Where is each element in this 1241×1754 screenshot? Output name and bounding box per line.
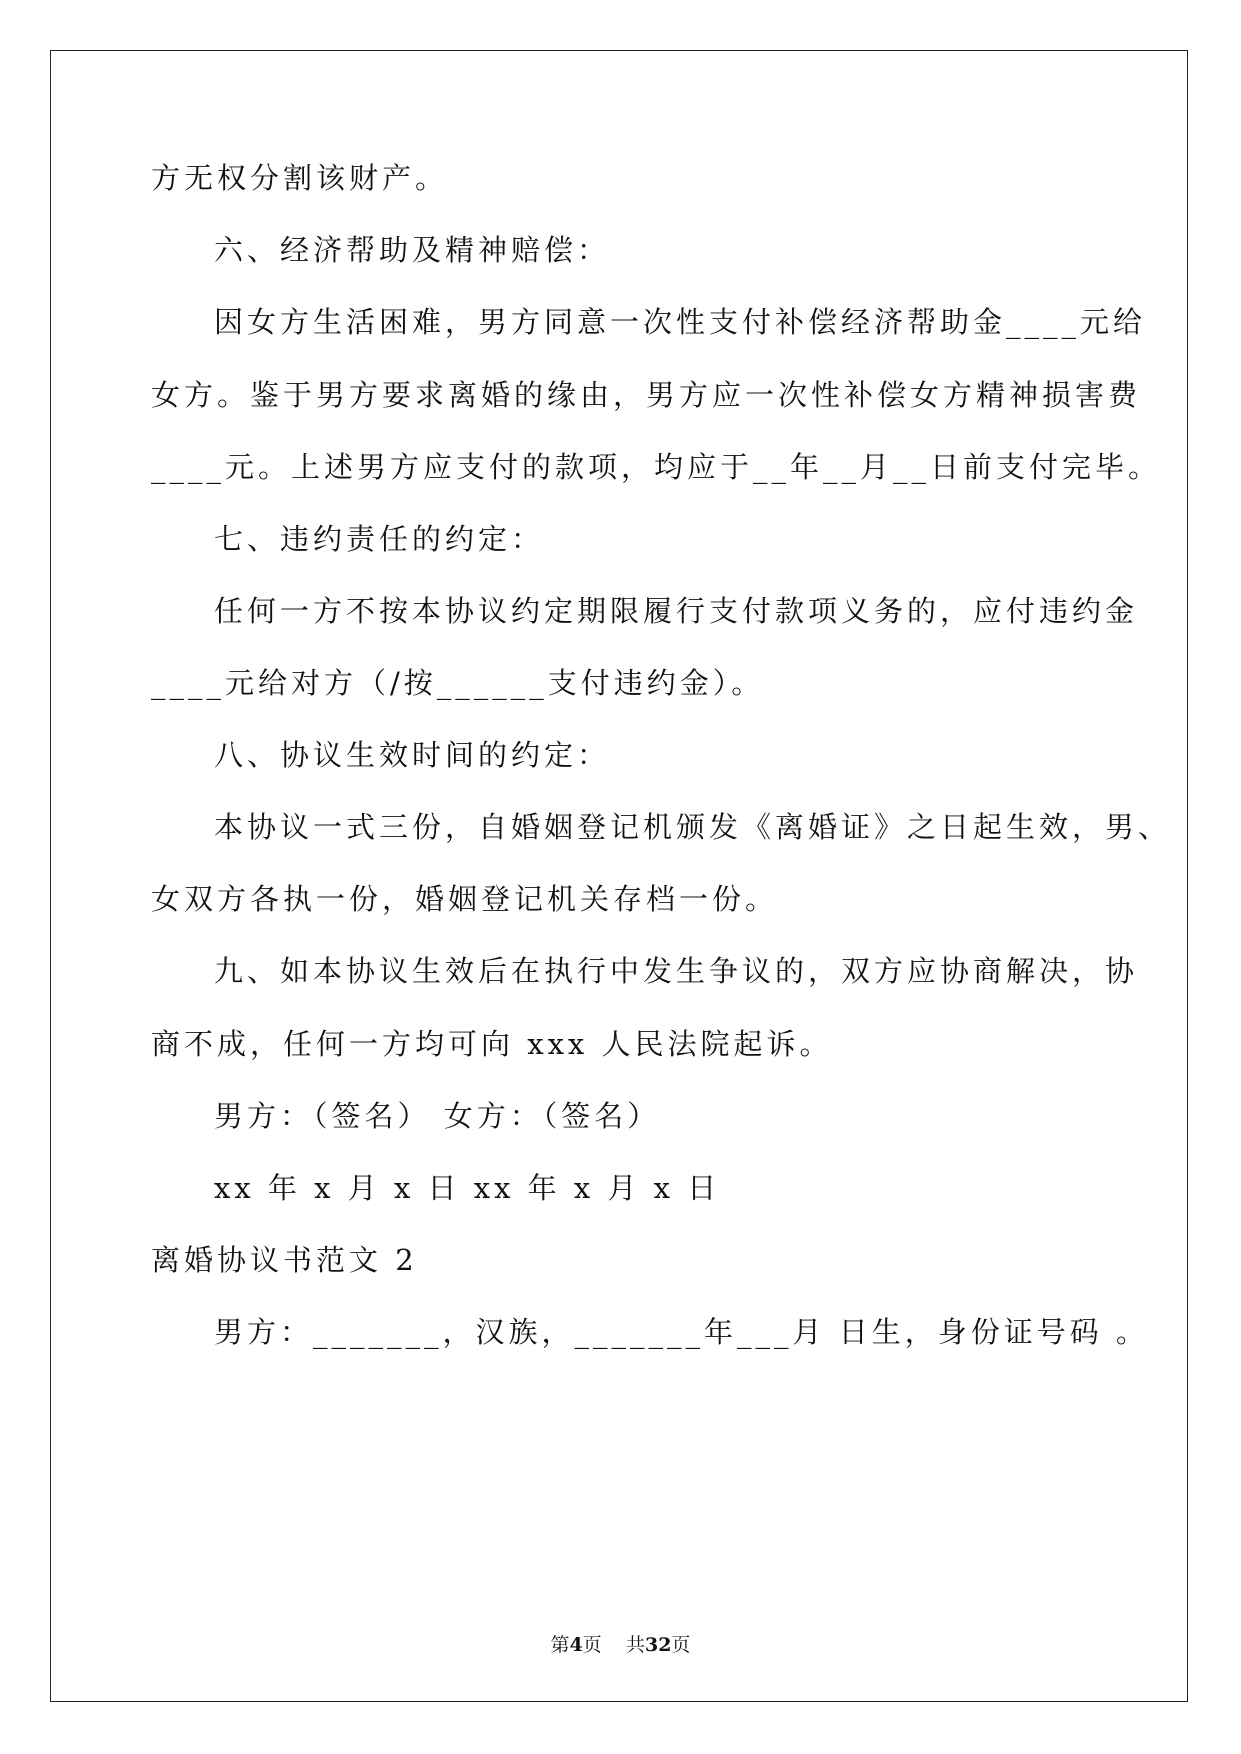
text-line: 女方。鉴于男方要求离婚的缘由，男方应一次性补偿女方精神损害费 [151,378,1142,412]
footer-total-pages: 32 [644,1634,672,1656]
page-border [50,50,1188,1702]
footer-total-suffix: 页 [671,1634,691,1656]
text-line: 男方：_______，汉族，_______年___月 日生，身份证号码 。 [214,1315,1149,1349]
page-footer [0,1632,1241,1658]
signature-line: 男方：（签名） 女方：（签名） [214,1099,661,1133]
text-line: 商不成，任何一方均可向 xxx 人民法院起诉。 [151,1027,833,1061]
text-line: ____元给对方（/按______支付违约金）。 [151,666,765,700]
footer-page-suffix: 页 共 [582,1634,645,1656]
footer-page-prefix: 第 [550,1634,570,1656]
text-line: 任何一方不按本协议约定期限履行支付款项义务的，应付违约金 [214,594,1139,628]
date-line: xx 年 x 月 x 日 xx 年 x 月 x 日 [214,1171,721,1205]
text-line: 本协议一式三份，自婚姻登记机颁发《离婚证》之日起生效，男、 [214,810,1172,844]
text-line: 女双方各执一份，婚姻登记机关存档一份。 [151,882,779,916]
section-heading-9: 九、如本协议生效后在执行中发生争议的，双方应协商解决，协 [214,954,1139,988]
text-line: ____元。上述男方应支付的款项，均应于__年__月__日前支付完毕。 [151,450,1162,484]
text-line: 方无权分割该财产。 [151,161,449,195]
section-heading-6: 六、经济帮助及精神赔偿： [214,233,611,267]
footer-page-number: 4 [569,1634,583,1656]
section-heading-7: 七、违约责任的约定： [214,522,545,556]
document-subtitle: 离婚协议书范文 2 [151,1243,418,1277]
text-line: 因女方生活困难，男方同意一次性支付补偿经济帮助金____元给 [214,305,1147,339]
section-heading-8: 八、协议生效时间的约定： [214,738,611,772]
